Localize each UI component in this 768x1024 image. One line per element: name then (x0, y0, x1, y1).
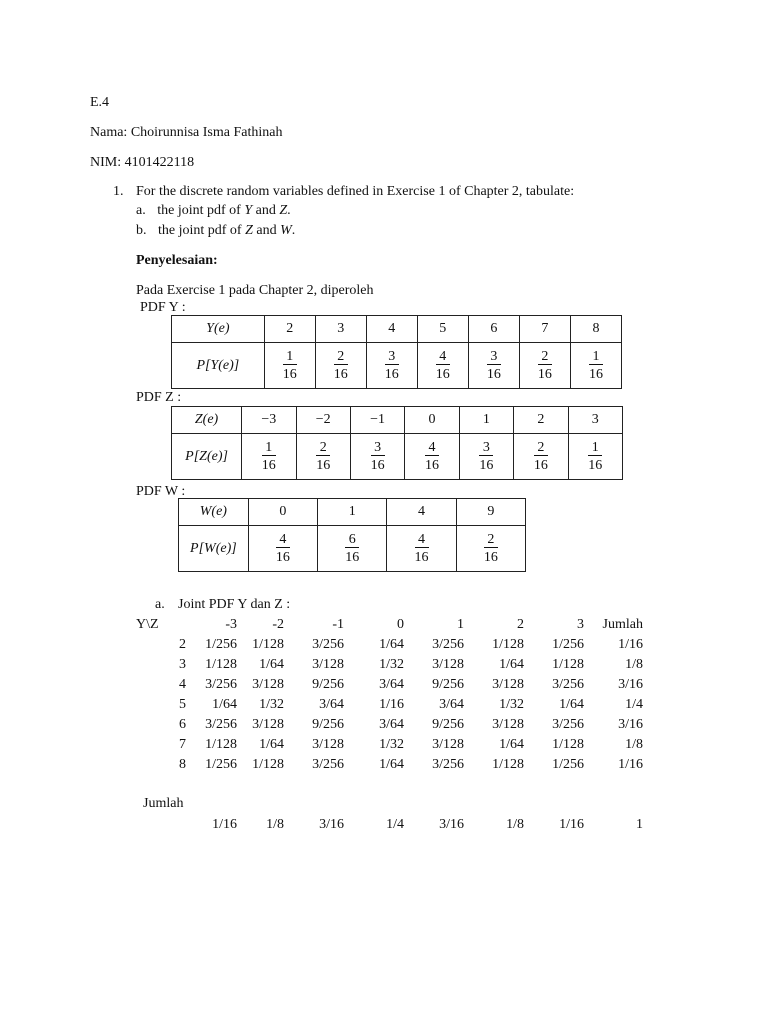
table-row (136, 675, 643, 695)
joint-row-sum: 3/16 (618, 717, 643, 732)
pdf-z-row-header: Z(e) (172, 407, 242, 434)
pdf-w-table (178, 498, 526, 572)
joint-total: 1 (636, 817, 643, 832)
fraction-denominator: 16 (333, 366, 348, 382)
joint-z-header: 0 (397, 617, 404, 632)
fraction-numerator: 1 (588, 440, 602, 456)
fraction-numerator: 2 (538, 349, 552, 365)
joint-y-value: 3 (179, 657, 186, 672)
joint-prob-cell: 3/256 (312, 757, 344, 772)
part-b-marker: b. (136, 223, 147, 238)
table-row (136, 755, 643, 775)
joint-prob-cell: 3/256 (312, 637, 344, 652)
fraction-numerator: 3 (371, 440, 385, 456)
part-a-text: the joint pdf of (157, 203, 241, 218)
joint-prob-cell: 3/128 (432, 657, 464, 672)
fraction-numerator: 3 (487, 349, 501, 365)
pdf-z-prob-header-text: P[Z(e)] (185, 448, 228, 464)
pdf-w-prob-cell (318, 526, 387, 572)
joint-prob-cell: 3/256 (552, 677, 584, 692)
pdf-z-prob-cell (514, 434, 568, 480)
question-part-a: a. the joint pdf of Y and Z. (136, 203, 291, 218)
fraction-numerator: 3 (479, 440, 493, 456)
fraction (425, 440, 439, 473)
fraction (345, 532, 359, 565)
joint-prob-cell: 9/256 (312, 717, 344, 732)
joint-title: Joint PDF Y dan Z : (178, 597, 291, 612)
table-row (136, 715, 643, 735)
fraction-numerator: 2 (334, 349, 348, 365)
fraction-numerator: 6 (345, 532, 359, 548)
pdf-z-value-cell: 1 (459, 407, 513, 434)
fraction-denominator: 16 (261, 457, 276, 473)
joint-y-value: 4 (179, 677, 186, 692)
joint-y-value: 8 (179, 757, 186, 772)
joint-prob-cell: 1/64 (499, 737, 524, 752)
joint-prob-cell: 3/128 (312, 657, 344, 672)
pdf-y-prob-header (172, 343, 265, 389)
fraction (479, 440, 493, 473)
part-b-text: the joint pdf of (158, 223, 242, 238)
joint-prob-cell: 3/128 (492, 717, 524, 732)
fraction (589, 349, 603, 382)
fraction-numerator: 2 (316, 440, 330, 456)
part-a-and: and (255, 203, 276, 218)
joint-prob-cell: 1/64 (259, 737, 284, 752)
student-name: Nama: Choirunnisa Isma Fathinah (90, 125, 283, 140)
joint-prob-cell: 1/64 (379, 637, 404, 652)
fraction-denominator: 16 (533, 457, 548, 473)
pdf-y-row-header: Y(e) (172, 316, 265, 343)
joint-prob-cell: 1/128 (205, 657, 237, 672)
joint-z-header: 1 (457, 617, 464, 632)
pdf-z-prob-cell (242, 434, 296, 480)
fraction (534, 440, 548, 473)
joint-col-sum: 1/16 (559, 817, 584, 832)
student-nim: NIM: 4101422118 (90, 155, 195, 170)
joint-prob-cell: 9/256 (432, 717, 464, 732)
pdf-z-value-cell: 2 (514, 407, 568, 434)
joint-prob-cell: 3/64 (379, 717, 404, 732)
fraction (436, 349, 450, 382)
joint-prob-cell: 3/64 (379, 677, 404, 692)
joint-prob-cell: 3/128 (252, 677, 284, 692)
joint-prob-cell: 1/128 (205, 737, 237, 752)
joint-prob-cell: 3/256 (205, 717, 237, 732)
joint-prob-cell: 3/64 (439, 697, 464, 712)
pdf-y-value-cell: 7 (519, 316, 570, 343)
part-b-var1: Z (245, 223, 253, 238)
joint-prob-cell: 1/256 (552, 637, 584, 652)
fraction (385, 349, 399, 382)
pdf-w-value-cell: 4 (387, 499, 456, 526)
fraction (283, 349, 297, 382)
fraction (538, 349, 552, 382)
fraction (484, 532, 498, 565)
joint-col-sum: 3/16 (439, 817, 464, 832)
joint-prob-cell: 3/128 (312, 737, 344, 752)
table-row (136, 695, 643, 715)
fraction-numerator: 4 (415, 532, 429, 548)
pdf-y-prob-cell (417, 343, 468, 389)
question-number: 1. (113, 184, 124, 199)
joint-prob-cell: 1/64 (212, 697, 237, 712)
pdf-y-prob-cell (519, 343, 570, 389)
pdf-w-value-cell: 0 (248, 499, 317, 526)
joint-prob-cell: 1/32 (379, 737, 404, 752)
fraction-denominator: 16 (483, 549, 498, 565)
joint-prob-cell: 1/64 (379, 757, 404, 772)
joint-prob-cell: 1/128 (552, 737, 584, 752)
joint-prob-cell: 1/256 (205, 757, 237, 772)
fraction-denominator: 16 (370, 457, 385, 473)
joint-prob-cell: 1/32 (379, 657, 404, 672)
joint-col-sum: 1/16 (212, 817, 237, 832)
pdf-z-prob-cell (405, 434, 459, 480)
joint-prob-cell: 3/256 (205, 677, 237, 692)
pdf-z-value-cell: −1 (350, 407, 404, 434)
solution-intro: Pada Exercise 1 pada Chapter 2, diperoleh (136, 283, 374, 298)
document-code: E.4 (90, 95, 110, 110)
part-a-marker: a. (136, 203, 146, 218)
question-part-b: b. the joint pdf of Z and W. (136, 223, 296, 238)
joint-col-sum: 1/8 (266, 817, 284, 832)
fraction (371, 440, 385, 473)
part-b-var2: W (280, 223, 292, 238)
fraction-denominator: 16 (282, 366, 297, 382)
pdf-y-prob-cell (570, 343, 621, 389)
joint-pdf-table (136, 615, 643, 775)
joint-prob-cell: 3/256 (432, 757, 464, 772)
fraction-denominator: 16 (414, 549, 429, 565)
fraction (334, 349, 348, 382)
pdf-y-prob-cell (264, 343, 315, 389)
fraction-numerator: 4 (436, 349, 450, 365)
table-row (136, 635, 643, 655)
pdf-w-value-cell: 9 (456, 499, 525, 526)
joint-prob-cell: 1/256 (205, 637, 237, 652)
pdf-w-prob-cell (387, 526, 456, 572)
joint-col-sum: 1/8 (506, 817, 524, 832)
pdf-z-label: PDF Z : (136, 390, 182, 405)
pdf-y-value-cell: 2 (264, 316, 315, 343)
fraction (316, 440, 330, 473)
fraction (487, 349, 501, 382)
fraction-numerator: 4 (276, 532, 290, 548)
joint-z-header: 3 (577, 617, 584, 632)
joint-row-sum: 1/8 (625, 657, 643, 672)
fraction-numerator: 2 (484, 532, 498, 548)
joint-z-header: -3 (225, 617, 237, 632)
part-a-var1: Y (244, 203, 253, 218)
joint-part-marker: a. (155, 597, 165, 612)
pdf-w-label: PDF W : (136, 484, 186, 499)
joint-prob-cell: 9/256 (312, 677, 344, 692)
joint-row-sum: 1/4 (625, 697, 643, 712)
joint-prob-cell: 1/128 (552, 657, 584, 672)
fraction (262, 440, 276, 473)
pdf-y-prob-cell (468, 343, 519, 389)
pdf-w-prob-cell (248, 526, 317, 572)
joint-prob-cell: 3/256 (432, 637, 464, 652)
pdf-w-value-cell: 1 (318, 499, 387, 526)
joint-prob-cell: 1/32 (499, 697, 524, 712)
pdf-z-prob-cell (568, 434, 622, 480)
joint-prob-cell: 1/64 (259, 657, 284, 672)
fraction-numerator: 3 (385, 349, 399, 365)
joint-prob-cell: 1/16 (379, 697, 404, 712)
pdf-z-table (171, 406, 623, 480)
joint-y-value: 6 (179, 717, 186, 732)
fraction (415, 532, 429, 565)
pdf-y-value-cell: 8 (570, 316, 621, 343)
pdf-y-prob-cell (315, 343, 366, 389)
joint-corner: Y\Z (136, 617, 159, 632)
table-row (136, 735, 643, 755)
fraction (276, 532, 290, 565)
joint-prob-cell: 1/64 (559, 697, 584, 712)
fraction-numerator: 2 (534, 440, 548, 456)
solution-heading: Penyelesaian: (136, 253, 218, 268)
pdf-w-prob-header (179, 526, 249, 572)
joint-prob-cell: 1/256 (552, 757, 584, 772)
fraction-numerator: 1 (589, 349, 603, 365)
fraction (588, 440, 602, 473)
fraction-denominator: 16 (275, 549, 290, 565)
fraction-denominator: 16 (435, 366, 450, 382)
joint-prob-cell: 1/64 (499, 657, 524, 672)
joint-prob-cell: 3/128 (492, 677, 524, 692)
pdf-y-value-cell: 3 (315, 316, 366, 343)
fraction-denominator: 16 (588, 366, 603, 382)
pdf-y-value-cell: 5 (417, 316, 468, 343)
joint-column-sums (136, 815, 643, 835)
fraction-numerator: 1 (262, 440, 276, 456)
joint-prob-cell: 3/128 (252, 717, 284, 732)
table-row (136, 655, 643, 675)
joint-prob-cell: 3/128 (432, 737, 464, 752)
joint-prob-cell: 3/256 (552, 717, 584, 732)
fraction-denominator: 16 (479, 457, 494, 473)
fraction-denominator: 16 (425, 457, 440, 473)
joint-row-sum: 1/16 (618, 757, 643, 772)
joint-prob-cell: 9/256 (432, 677, 464, 692)
pdf-z-prob-header (172, 434, 242, 480)
pdf-w-row-header: W(e) (179, 499, 249, 526)
joint-col-sum: 1/4 (386, 817, 404, 832)
pdf-w-prob-header-text: P[W(e)] (190, 540, 237, 556)
part-b-and: and (256, 223, 277, 238)
joint-z-header: 2 (517, 617, 524, 632)
joint-prob-cell: 1/128 (252, 637, 284, 652)
joint-z-header: -2 (272, 617, 284, 632)
fraction-denominator: 16 (588, 457, 603, 473)
pdf-y-prob-header-text: P[Y(e)] (196, 357, 240, 373)
fraction-denominator: 16 (384, 366, 399, 382)
pdf-z-prob-cell (459, 434, 513, 480)
joint-y-value: 7 (179, 737, 186, 752)
joint-prob-cell: 1/128 (252, 757, 284, 772)
joint-prob-cell: 3/64 (319, 697, 344, 712)
joint-z-header: -1 (332, 617, 344, 632)
fraction-numerator: 1 (283, 349, 297, 365)
joint-prob-cell: 1/128 (492, 637, 524, 652)
joint-prob-cell: 1/32 (259, 697, 284, 712)
pdf-z-value-cell: 3 (568, 407, 622, 434)
pdf-w-prob-cell (456, 526, 525, 572)
fraction-denominator: 16 (345, 549, 360, 565)
joint-sum-row-label: Jumlah (143, 796, 184, 811)
joint-y-value: 5 (179, 697, 186, 712)
question-text: For the discrete random variables defined in Exercise 1 of Chapter 2, tabulate: (136, 184, 575, 199)
fraction-denominator: 16 (316, 457, 331, 473)
joint-row-sum: 3/16 (618, 677, 643, 692)
fraction-denominator: 16 (537, 366, 552, 382)
pdf-y-table (171, 315, 622, 389)
pdf-z-value-cell: −2 (296, 407, 350, 434)
fraction-numerator: 4 (425, 440, 439, 456)
joint-col-sum: 3/16 (319, 817, 344, 832)
pdf-z-value-cell: −3 (242, 407, 296, 434)
pdf-z-prob-cell (350, 434, 404, 480)
pdf-y-value-cell: 6 (468, 316, 519, 343)
column-sums-spacer (136, 815, 186, 835)
pdf-z-value-cell: 0 (405, 407, 459, 434)
pdf-y-label: PDF Y : (140, 300, 186, 315)
fraction-denominator: 16 (486, 366, 501, 382)
joint-y-value: 2 (179, 637, 186, 652)
joint-prob-cell: 1/128 (492, 757, 524, 772)
joint-row-sum: 1/16 (618, 637, 643, 652)
part-a-var2: Z (279, 203, 288, 218)
pdf-y-value-cell: 4 (366, 316, 417, 343)
pdf-y-prob-cell (366, 343, 417, 389)
joint-row-sum: 1/8 (625, 737, 643, 752)
pdf-z-prob-cell (296, 434, 350, 480)
joint-sum-header: Jumlah (602, 617, 643, 632)
